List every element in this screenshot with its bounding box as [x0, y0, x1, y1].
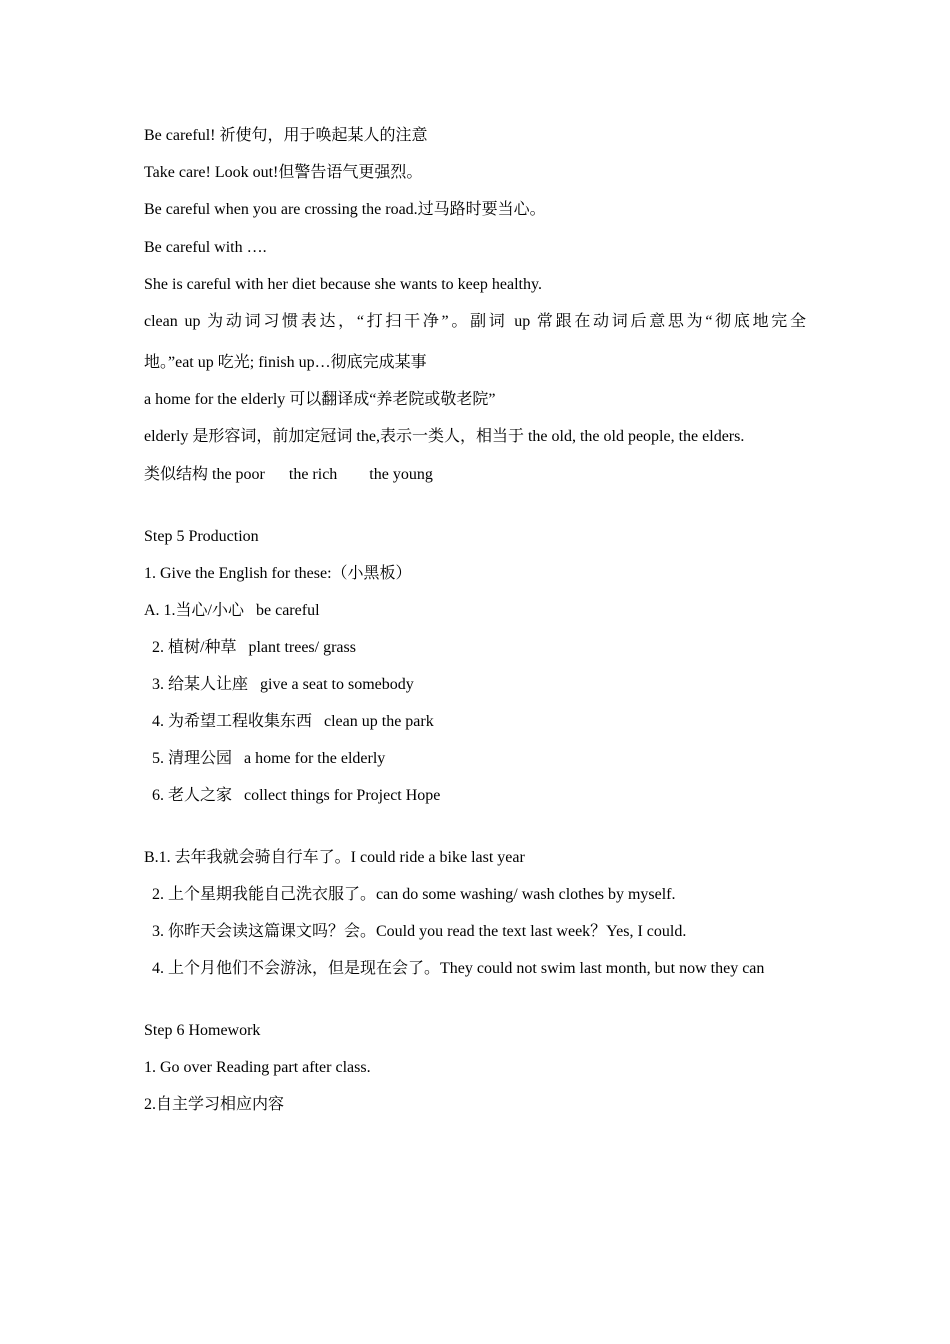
part-a-item: 6. 老人之家 collect things for Project Hope: [152, 787, 441, 804]
note-clean-up: clean up 为动词习惯表达，“打扫干净”。副词 up 常跟在动词后意思为“彻底地完全: [144, 313, 806, 330]
note-take-care: Take care! Look out!但警告语气更强烈。: [144, 164, 423, 181]
part-a-item: 5. 清理公园 a home for the elderly: [152, 750, 386, 767]
example-diet: She is careful with her diet because she wants to keep healthy.: [144, 276, 542, 293]
note-similar-structure: 类似结构 the poor the rich the young: [144, 466, 433, 483]
part-a-item: 3. 给某人让座 give a seat to somebody: [152, 676, 414, 693]
part-b-item: B.1. 去年我就会骑自行车了。I could ride a bike last year: [144, 849, 525, 866]
part-b-item: 2. 上个星期我能自己洗衣服了。can do some washing/ wash clothes by myself.: [152, 886, 676, 903]
note-be-careful: Be careful! 祈使句，用于唤起某人的注意: [144, 127, 428, 144]
part-a-item: 2. 植树/种草 plant trees/ grass: [152, 639, 356, 656]
part-a-item: A. 1.当心/小心 be careful: [144, 602, 320, 619]
example-crossing-road: Be careful when you are crossing the road.过马路时要当心。: [144, 201, 546, 218]
part-b-item: 3. 你昨天会读这篇课文吗？会。Could you read the text last week？Yes, I could.: [152, 923, 687, 940]
step6-heading: Step 6 Homework: [144, 1022, 261, 1039]
part-b-item: 4. 上个月他们不会游泳，但是现在会了。They could not swim last month, but now they can: [152, 960, 765, 977]
step5-heading: Step 5 Production: [144, 528, 259, 545]
homework-item: 2.自主学习相应内容: [144, 1096, 285, 1113]
note-careful-with: Be careful with ….: [144, 239, 267, 256]
part-a-item: 4. 为希望工程收集东西 clean up the park: [152, 713, 434, 730]
homework-item: 1. Go over Reading part after class.: [144, 1059, 371, 1076]
note-clean-up-continued: 地。”eat up 吃光; finish up…彻底完成某事: [144, 354, 427, 371]
step5-task1: 1. Give the English for these:（小黑板）: [144, 565, 412, 582]
note-elderly-adjective: elderly 是形容词，前加定冠词 the,表示一类人，相当于 the old, the old people, the elders.: [144, 428, 745, 445]
note-home-for-elderly: a home for the elderly 可以翻译成“养老院或敬老院”: [144, 391, 496, 408]
